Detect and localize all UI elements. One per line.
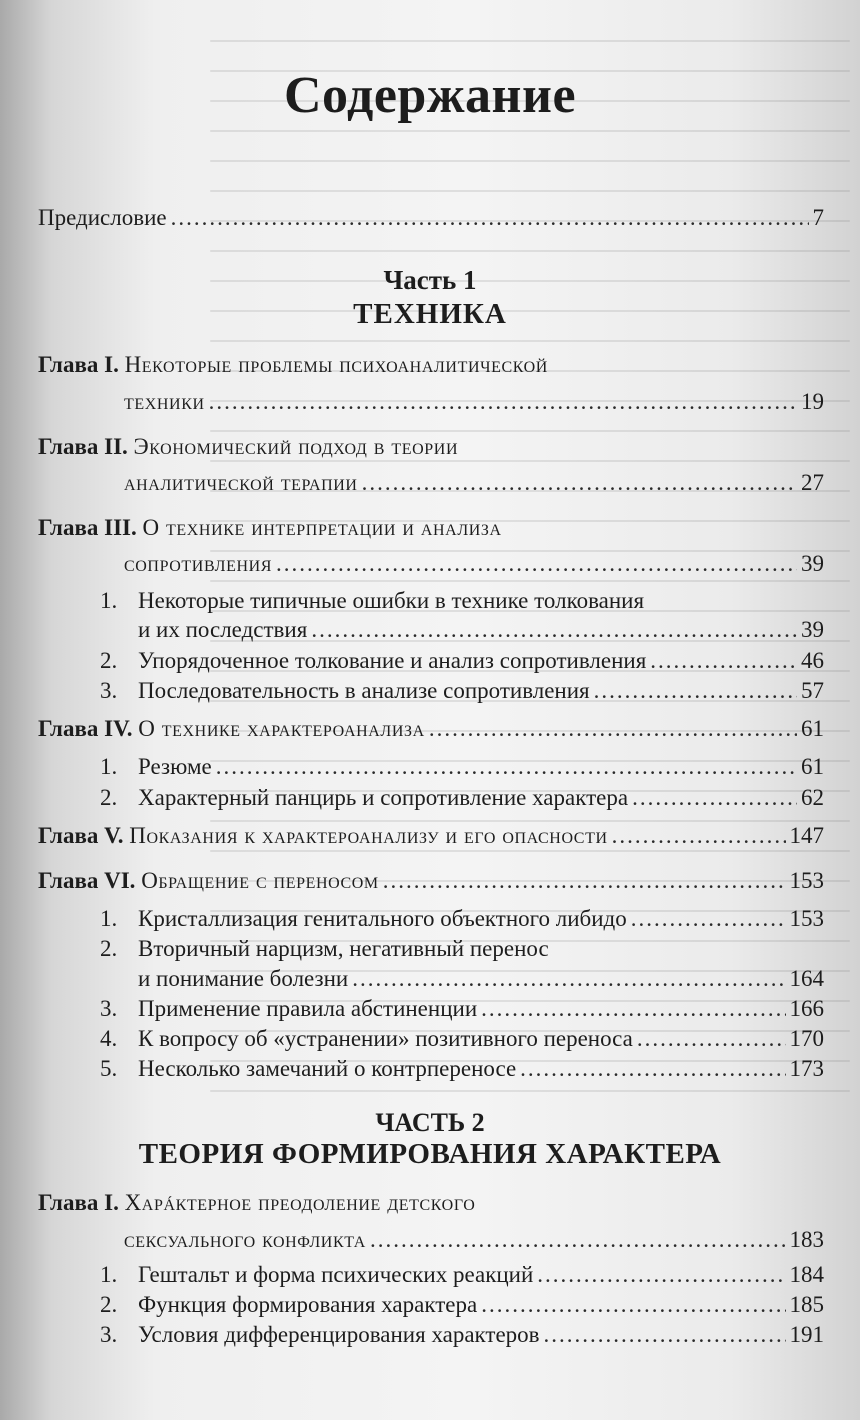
toc-entry-section[interactable] [100, 1056, 824, 1082]
toc-entry-section[interactable] [100, 678, 824, 704]
toc-entry-section[interactable] [138, 617, 824, 643]
dot-leader [632, 785, 797, 811]
part-number: ЧАСТЬ 2 [375, 1108, 485, 1137]
toc-entry-label: Условия дифференцирования характеров [138, 1322, 540, 1347]
toc-entry-chapter[interactable] [38, 716, 824, 742]
page-number: 153 [789, 868, 824, 893]
dot-leader [429, 716, 797, 742]
section-number: 2. [100, 936, 118, 961]
page-number: 61 [801, 754, 824, 779]
toc-entry-section[interactable] [100, 785, 824, 811]
section-number: 1. [100, 906, 118, 931]
toc-entry-chapter[interactable] [38, 868, 824, 894]
toc-entry-section[interactable] [100, 754, 824, 780]
toc-entry-label: сопротивления [124, 551, 273, 576]
toc-entry-label: К вопросу об «устранении» позитивного переноса [138, 1026, 633, 1051]
dot-leader [631, 906, 786, 932]
toc-entry-section[interactable] [138, 966, 824, 992]
toc-entry-section[interactable] [100, 1262, 824, 1288]
page-number: 57 [801, 678, 824, 703]
page-title: Содержание [283, 67, 577, 124]
dot-leader [544, 1322, 786, 1348]
toc-entry-label: Упорядоченное толкование и анализ сопротивления [138, 648, 647, 673]
toc-entry-label: Кристаллизация генитального объектного либидо [138, 906, 627, 931]
dot-leader [352, 966, 785, 992]
chapter-title: О технике интерпретации и анализа [142, 515, 502, 540]
dot-leader [594, 678, 797, 704]
toc-entry-section[interactable] [100, 1292, 824, 1318]
toc-entry-chapter[interactable] [124, 551, 824, 577]
dot-leader [537, 1262, 785, 1288]
toc-entry-label: Резюме [138, 754, 212, 779]
page-number: 27 [801, 470, 824, 495]
part-name: ТЕОРИЯ ФОРМИРОВАНИЯ ХАРАКТЕРА [138, 1138, 722, 1170]
section-number: 2. [100, 648, 118, 673]
section-title-line[interactable] [100, 588, 644, 614]
section-number: 1. [100, 1262, 118, 1287]
toc-entry-label: и понимание болезни [138, 966, 349, 991]
dot-leader [520, 1056, 785, 1082]
toc-entry-label: Несколько замечаний о контрпереносе [138, 1056, 517, 1081]
dot-leader [481, 1292, 785, 1318]
page-number: 183 [789, 1227, 824, 1252]
chapter-prefix: Глава V. [38, 823, 124, 848]
section-number: 4. [100, 1026, 118, 1051]
page-number: 19 [801, 389, 824, 414]
page-number: 184 [789, 1262, 824, 1287]
dot-leader [276, 551, 797, 577]
section-number: 3. [100, 678, 118, 703]
dot-leader [362, 470, 797, 496]
chapter-title-line[interactable] [38, 434, 458, 460]
dot-leader [311, 617, 797, 643]
section-number: 3. [100, 1322, 118, 1347]
page-number: 153 [789, 906, 824, 931]
chapter-title-line[interactable] [38, 1190, 475, 1216]
section-number: 2. [100, 1292, 118, 1317]
chapter-prefix: Глава IV. [38, 716, 133, 741]
chapter-prefix: Глава I. [38, 1190, 119, 1215]
chapter-title: О технике характероанализа [138, 716, 425, 741]
toc-entry-section[interactable] [100, 1026, 824, 1052]
dot-leader [171, 205, 809, 231]
page-number: 39 [801, 617, 824, 642]
chapter-prefix: Глава I. [38, 352, 119, 377]
section-title-line[interactable] [100, 936, 549, 962]
dot-leader [612, 823, 786, 849]
chapter-title: Обращение с переносом [141, 868, 379, 893]
section-number: 5. [100, 1056, 118, 1081]
page-number: 61 [801, 716, 824, 741]
page-number: 170 [789, 1026, 824, 1051]
chapter-title: Харáктерное преодоление детского [124, 1190, 476, 1215]
page-number: 7 [812, 205, 824, 230]
toc-entry-section[interactable] [100, 1322, 824, 1348]
toc-entry-label: Функция формирования характера [138, 1292, 478, 1317]
toc-entry-preface[interactable] [38, 205, 824, 231]
page-number: 46 [801, 648, 824, 673]
dot-leader [481, 996, 785, 1022]
dot-leader [383, 868, 786, 894]
page-number: 164 [789, 966, 824, 991]
toc-entry-chapter[interactable] [124, 389, 824, 415]
page-number: 39 [801, 551, 824, 576]
section-title: Некоторые типичные ошибки в технике толкования [138, 588, 645, 613]
toc-entry-section[interactable] [100, 648, 824, 674]
toc-entry-label: Гештальт и форма психических реакций [138, 1262, 534, 1287]
chapter-prefix: Глава III. [38, 515, 137, 540]
page-number: 147 [789, 823, 824, 848]
chapter-title-line[interactable] [38, 515, 502, 541]
page-number: 62 [801, 785, 824, 810]
dot-leader [216, 754, 797, 780]
toc-entry-label: Предисловие [38, 205, 167, 230]
toc-entry-label: аналитической терапии [124, 470, 358, 495]
dot-leader [650, 648, 797, 674]
page-number: 166 [789, 996, 824, 1021]
toc-entry-section[interactable] [100, 906, 824, 932]
toc-entry-chapter[interactable] [124, 470, 824, 496]
toc-entry-label: сексуального конфликта [124, 1227, 366, 1252]
section-number: 2. [100, 785, 118, 810]
toc-entry-chapter[interactable] [38, 823, 824, 849]
part-name: ТЕХНИКА [353, 298, 507, 330]
part-number: Часть 1 [383, 265, 477, 295]
section-number: 3. [100, 996, 118, 1021]
toc-entry-label: техники [124, 389, 205, 414]
section-number: 1. [100, 588, 118, 613]
chapter-title: Показания к характероанализу и его опасности [129, 823, 608, 848]
toc-entry-section[interactable] [100, 996, 824, 1022]
toc-entry-label: Последовательность в анализе сопротивления [138, 678, 590, 703]
section-title: Вторичный нарцизм, негативный перенос [138, 936, 549, 961]
toc-entry-label: Применение правила абстиненции [138, 996, 478, 1021]
toc-entry-chapter[interactable] [124, 1227, 824, 1253]
page-number: 185 [789, 1292, 824, 1317]
dot-leader [209, 389, 797, 415]
chapter-prefix: Глава II. [38, 434, 128, 459]
dot-leader [637, 1026, 786, 1052]
chapter-prefix: Глава VI. [38, 868, 136, 893]
chapter-title: Некоторые проблемы психоаналитической [124, 352, 548, 377]
dot-leader [370, 1227, 786, 1253]
section-number: 1. [100, 754, 118, 779]
page-number: 191 [789, 1322, 824, 1347]
toc-entry-label: Характерный панцирь и сопротивление характера [138, 785, 629, 810]
page-number: 173 [789, 1056, 824, 1081]
toc-entry-label: и их последствия [138, 617, 308, 642]
chapter-title-line[interactable] [38, 352, 548, 378]
chapter-title: Экономический подход в теории [133, 434, 459, 459]
